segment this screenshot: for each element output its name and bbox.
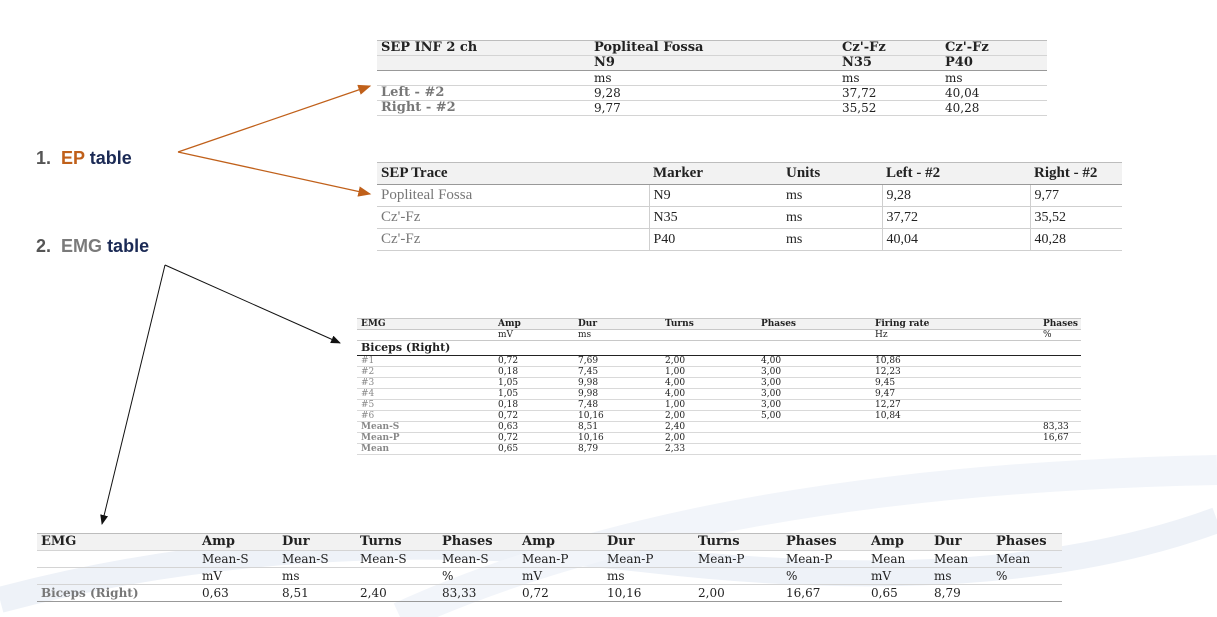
header-cell: Turns [356, 534, 438, 551]
unit-cell [37, 568, 198, 585]
header-cell: Phases [992, 534, 1062, 551]
row-label: Popliteal Fossa [377, 185, 649, 207]
value-cell [1039, 367, 1081, 378]
value-cell: 35,52 [1030, 207, 1122, 229]
unit-cell: ms [590, 71, 838, 86]
value-cell: 35,52 [838, 101, 941, 116]
header-cell: Amp [518, 534, 603, 551]
value-cell [757, 422, 871, 433]
value-cell: 8,51 [278, 585, 356, 602]
value-cell: 9,98 [574, 389, 661, 400]
table-row [377, 229, 1122, 251]
header-cell: Phases [782, 534, 867, 551]
header-cell: EMG [37, 534, 198, 551]
value-cell: 7,45 [574, 367, 661, 378]
subheader-cell: Mean [930, 551, 992, 568]
table-row [357, 367, 1081, 378]
value-cell: 9,77 [1030, 185, 1122, 207]
value-cell [871, 444, 1039, 455]
ep-table-compact [377, 40, 1047, 116]
value-cell: 7,69 [574, 356, 661, 367]
ep-table-trace [377, 162, 1122, 251]
value-cell: 12,23 [871, 367, 1039, 378]
unit-cell: ms [782, 229, 882, 251]
value-cell: 8,51 [574, 422, 661, 433]
summary-row [357, 422, 1081, 433]
row-label: #4 [357, 389, 494, 400]
value-cell: 4,00 [661, 378, 757, 389]
ep-arrows [178, 86, 370, 194]
marker-cell: N35 [649, 207, 782, 229]
row-label: #1 [357, 356, 494, 367]
header-cell: Dur [930, 534, 992, 551]
table-header-row [357, 319, 1081, 330]
value-cell: 0,18 [494, 400, 574, 411]
value-cell: 10,86 [871, 356, 1039, 367]
unit-cell: ms [603, 568, 694, 585]
header-cell: EMG [357, 319, 494, 330]
table-row [357, 400, 1081, 411]
value-cell: 10,16 [574, 411, 661, 422]
summary-row [357, 444, 1081, 455]
value-cell: 40,28 [941, 101, 1047, 116]
value-cell [1039, 356, 1081, 367]
value-cell: 8,79 [930, 585, 992, 602]
subheader-cell: Mean [992, 551, 1062, 568]
header-cell: Dur [603, 534, 694, 551]
emg-table-label [36, 236, 149, 257]
label-number: 1. [36, 148, 52, 168]
value-cell [1039, 378, 1081, 389]
subheader-cell: Mean-S [356, 551, 438, 568]
unit-cell: % [992, 568, 1062, 585]
row-label: Cz'-Fz [377, 207, 649, 229]
subheader-cell: Mean-P [603, 551, 694, 568]
value-cell: 2,00 [694, 585, 782, 602]
header-cell: Cz'-Fz [838, 41, 941, 56]
emg-table-detail [357, 318, 1081, 455]
value-cell: 40,04 [882, 229, 1030, 251]
header-cell [377, 56, 590, 71]
unit-cell: Hz [871, 330, 1039, 341]
subheader-cell: Mean [867, 551, 930, 568]
value-cell: 40,28 [1030, 229, 1122, 251]
units-row [377, 71, 1047, 86]
row-label: #5 [357, 400, 494, 411]
value-cell: 16,67 [1039, 433, 1081, 444]
row-label: Cz'-Fz [377, 229, 649, 251]
label-highlight: EMG [61, 236, 103, 256]
value-cell: 2,00 [661, 433, 757, 444]
table-row [357, 389, 1081, 400]
value-cell: 10,16 [574, 433, 661, 444]
unit-cell: mV [518, 568, 603, 585]
row-label: Biceps (Right) [37, 585, 198, 602]
header-cell: Cz'-Fz [941, 41, 1047, 56]
value-cell: 3,00 [757, 389, 871, 400]
unit-cell [357, 330, 494, 341]
value-cell: 9,47 [871, 389, 1039, 400]
value-cell: 9,45 [871, 378, 1039, 389]
unit-cell: ms [574, 330, 661, 341]
value-cell: 40,04 [941, 86, 1047, 101]
row-label: #2 [357, 367, 494, 378]
value-cell [871, 433, 1039, 444]
value-cell: 83,33 [438, 585, 518, 602]
unit-cell: ms [782, 185, 882, 207]
header-cell: Right - #2 [1030, 163, 1122, 185]
value-cell: 2,40 [356, 585, 438, 602]
table-header-row [377, 163, 1122, 185]
subheader-cell: Mean-S [198, 551, 278, 568]
value-cell: 12,27 [871, 400, 1039, 411]
header-cell: Dur [574, 319, 661, 330]
table-row [377, 101, 1047, 116]
units-row [357, 330, 1081, 341]
value-cell [992, 585, 1062, 602]
unit-cell: ms [838, 71, 941, 86]
label-number: 2. [36, 236, 52, 256]
unit-cell: mV [198, 568, 278, 585]
value-cell: 2,00 [661, 356, 757, 367]
header-cell: SEP INF 2 ch [377, 41, 590, 56]
value-cell: 0,72 [518, 585, 603, 602]
unit-cell: % [782, 568, 867, 585]
unit-cell: ms [782, 207, 882, 229]
row-label: Left - #2 [377, 86, 590, 101]
unit-cell [356, 568, 438, 585]
value-cell: 9,77 [590, 101, 838, 116]
value-cell: 8,79 [574, 444, 661, 455]
value-cell: 1,00 [661, 400, 757, 411]
header-cell: Turns [694, 534, 782, 551]
header-cell: Dur [278, 534, 356, 551]
header-cell: Phases [1039, 319, 1081, 330]
table-row [377, 86, 1047, 101]
unit-cell: ms [278, 568, 356, 585]
value-cell: 37,72 [882, 207, 1030, 229]
value-cell: 2,33 [661, 444, 757, 455]
unit-cell: mV [867, 568, 930, 585]
unit-cell: mV [494, 330, 574, 341]
unit-cell [757, 330, 871, 341]
header-cell: Phases [757, 319, 871, 330]
value-cell: 4,00 [661, 389, 757, 400]
value-cell [1039, 411, 1081, 422]
value-cell [757, 444, 871, 455]
header-cell: Amp [494, 319, 574, 330]
section-title: Biceps (Right) [357, 341, 1081, 356]
header-cell: Popliteal Fossa [590, 41, 838, 56]
value-cell: 7,48 [574, 400, 661, 411]
header-cell: SEP Trace [377, 163, 649, 185]
table-row [357, 356, 1081, 367]
value-cell: 0,72 [494, 356, 574, 367]
subheader-cell: Mean-P [694, 551, 782, 568]
value-cell: 1,05 [494, 389, 574, 400]
value-cell: 16,67 [782, 585, 867, 602]
subheader-cell: Mean-S [278, 551, 356, 568]
row-label: Right - #2 [377, 101, 590, 116]
value-cell: 0,72 [494, 433, 574, 444]
header-cell: Firing rate [871, 319, 1039, 330]
header-cell: Marker [649, 163, 782, 185]
subheader-cell: Mean-S [438, 551, 518, 568]
header-cell: P40 [941, 56, 1047, 71]
value-cell: 0,63 [198, 585, 278, 602]
header-cell: Left - #2 [882, 163, 1030, 185]
section-header-row [357, 341, 1081, 356]
value-cell: 3,00 [757, 367, 871, 378]
unit-cell [377, 71, 590, 86]
units-row [37, 568, 1062, 585]
value-cell [1039, 400, 1081, 411]
value-cell: 3,00 [757, 378, 871, 389]
header-cell: Units [782, 163, 882, 185]
value-cell: 5,00 [757, 411, 871, 422]
row-label: #6 [357, 411, 494, 422]
unit-cell: ms [930, 568, 992, 585]
table-row [357, 378, 1081, 389]
value-cell: 0,65 [494, 444, 574, 455]
header-cell: Amp [198, 534, 278, 551]
table-header-row [37, 534, 1062, 551]
subheader-cell: Mean-P [518, 551, 603, 568]
value-cell [757, 433, 871, 444]
value-cell: 1,05 [494, 378, 574, 389]
value-cell [1039, 389, 1081, 400]
value-cell: 2,40 [661, 422, 757, 433]
label-highlight: EP [61, 148, 85, 168]
emg-arrows [102, 265, 340, 524]
label-word: table [89, 148, 132, 168]
value-cell: 0,18 [494, 367, 574, 378]
row-label: Mean-S [357, 422, 494, 433]
value-cell: 2,00 [661, 411, 757, 422]
value-cell: 9,28 [882, 185, 1030, 207]
header-cell: Phases [438, 534, 518, 551]
value-cell: 10,16 [603, 585, 694, 602]
table-row [377, 207, 1122, 229]
unit-cell [694, 568, 782, 585]
emg-table-summary [37, 533, 1062, 602]
value-cell: 9,28 [590, 86, 838, 101]
row-label: #3 [357, 378, 494, 389]
value-cell: 9,98 [574, 378, 661, 389]
unit-cell [661, 330, 757, 341]
unit-cell: % [1039, 330, 1081, 341]
header-cell: N9 [590, 56, 838, 71]
ep-table-label [36, 148, 132, 169]
subheader-cell: Mean-P [782, 551, 867, 568]
marker-cell: P40 [649, 229, 782, 251]
value-cell: 1,00 [661, 367, 757, 378]
value-cell: 37,72 [838, 86, 941, 101]
table-row [357, 411, 1081, 422]
unit-cell: ms [941, 71, 1047, 86]
subheader-cell [37, 551, 198, 568]
label-word: table [107, 236, 150, 256]
value-cell: 0,63 [494, 422, 574, 433]
value-cell: 83,33 [1039, 422, 1081, 433]
marker-cell: N9 [649, 185, 782, 207]
table-row [377, 185, 1122, 207]
value-cell: 0,65 [867, 585, 930, 602]
row-label: Mean [357, 444, 494, 455]
value-cell [871, 422, 1039, 433]
unit-cell: % [438, 568, 518, 585]
summary-row [357, 433, 1081, 444]
value-cell: 10,84 [871, 411, 1039, 422]
table-header-row [377, 41, 1047, 56]
table-header-row [377, 56, 1047, 71]
header-cell: Turns [661, 319, 757, 330]
value-cell [1039, 444, 1081, 455]
header-cell: Amp [867, 534, 930, 551]
value-cell: 3,00 [757, 400, 871, 411]
value-cell: 0,72 [494, 411, 574, 422]
subheader-row [37, 551, 1062, 568]
value-cell: 4,00 [757, 356, 871, 367]
table-row [37, 585, 1062, 602]
row-label: Mean-P [357, 433, 494, 444]
header-cell: N35 [838, 56, 941, 71]
